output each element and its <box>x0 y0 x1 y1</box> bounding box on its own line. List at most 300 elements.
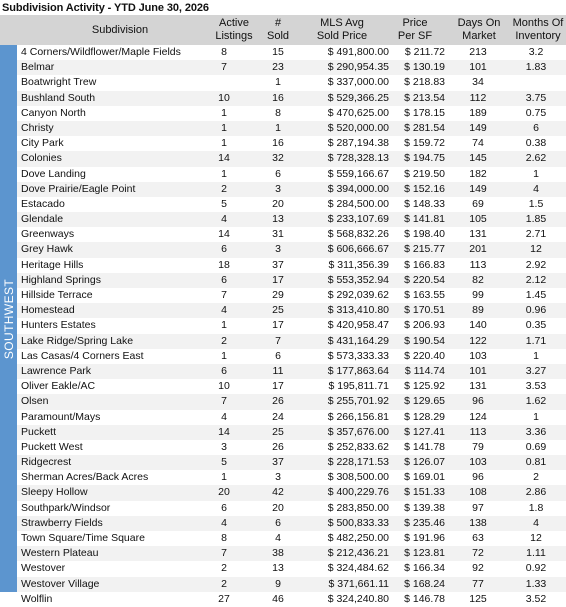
days-on-market-cell: 103 <box>469 349 487 362</box>
months-inventory-cell: 1.83 <box>525 61 547 74</box>
active-listings-cell: 1 <box>221 106 227 119</box>
price-per-sf-cell: $ 128.29 <box>404 410 445 423</box>
price-per-sf-cell: $ 141.81 <box>404 213 445 226</box>
months-inventory-cell: 0.69 <box>525 440 547 453</box>
price-per-sf-cell: $ 146.78 <box>404 592 445 605</box>
subdivision-cell: Las Casas/4 Corners East <box>21 349 144 362</box>
sold-count-cell: 31 <box>272 228 284 241</box>
active-listings-cell: 2 <box>221 562 227 575</box>
subdivision-cell: Olsen <box>21 395 49 408</box>
months-inventory-cell: 2.92 <box>525 258 547 271</box>
avg-sold-price-cell: $ 233,107.69 <box>327 213 389 226</box>
table-row <box>17 455 566 470</box>
sold-count-cell: 17 <box>272 380 284 393</box>
price-per-sf-cell: $ 219.50 <box>404 167 445 180</box>
price-per-sf-cell: $ 125.92 <box>404 380 445 393</box>
table-row <box>17 167 566 182</box>
days-on-market-cell: 149 <box>469 121 487 134</box>
avg-sold-price-cell: $ 284,500.00 <box>327 197 389 210</box>
months-inventory-cell: 2.71 <box>525 228 547 241</box>
months-inventory-cell: 1.5 <box>528 197 544 210</box>
price-per-sf-cell: $ 130.19 <box>404 61 445 74</box>
table-row <box>17 410 566 425</box>
header-active-listings: Active Listings <box>215 17 253 42</box>
price-per-sf-cell: $ 206.93 <box>404 319 445 332</box>
subdivision-cell: Grey Hawk <box>21 243 73 256</box>
subdivision-cell: Christy <box>21 121 54 134</box>
days-on-market-cell: 108 <box>469 486 487 499</box>
sold-count-cell: 24 <box>272 410 284 423</box>
table-row <box>17 288 566 303</box>
sold-count-cell: 29 <box>272 289 284 301</box>
price-per-sf-cell: $ 168.24 <box>404 577 445 590</box>
days-on-market-cell: 89 <box>472 304 484 317</box>
table-row <box>17 379 566 394</box>
active-listings-cell: 3 <box>221 440 227 453</box>
price-per-sf-cell: $ 114.74 <box>404 364 445 377</box>
sold-count-cell: 25 <box>272 425 284 438</box>
sold-count-cell: 3 <box>275 243 281 256</box>
days-on-market-cell: 101 <box>469 364 487 377</box>
sold-count-cell: 16 <box>272 91 284 104</box>
subdivision-cell: Dove Landing <box>21 167 86 180</box>
days-on-market-cell: 96 <box>472 395 484 408</box>
active-listings-cell: 27 <box>218 592 230 605</box>
table-row <box>17 592 566 607</box>
subdivision-cell: Boatwright Trew <box>21 76 97 89</box>
avg-sold-price-cell: $ 553,352.94 <box>327 273 389 286</box>
sold-count-cell: 17 <box>272 273 284 286</box>
sold-count-cell: 16 <box>272 137 284 150</box>
sold-count-cell: 32 <box>272 152 284 165</box>
active-listings-cell: 1 <box>221 167 227 180</box>
months-inventory-cell: 1.33 <box>525 577 547 590</box>
table-row <box>17 561 566 576</box>
active-listings-cell: 8 <box>221 46 227 58</box>
active-listings-cell: 2 <box>221 577 227 590</box>
table-header <box>0 15 566 45</box>
table-row <box>17 121 566 136</box>
subdivision-cell: Highland Springs <box>21 273 101 286</box>
avg-sold-price-cell: $ 529,366.25 <box>327 91 389 104</box>
table-row <box>17 151 566 166</box>
days-on-market-cell: 201 <box>469 243 487 256</box>
active-listings-cell: 6 <box>221 364 227 377</box>
price-per-sf-cell: $ 152.16 <box>404 182 445 195</box>
avg-sold-price-cell: $ 287,194.38 <box>327 137 389 150</box>
days-on-market-cell: 63 <box>472 532 484 544</box>
header-sold: # Sold <box>266 17 290 42</box>
active-listings-cell: 1 <box>221 137 227 150</box>
active-listings-cell: 1 <box>221 121 227 134</box>
active-listings-cell: 2 <box>221 334 227 347</box>
months-inventory-cell: 4 <box>533 516 539 529</box>
avg-sold-price-cell: $ 324,240.80 <box>327 592 389 605</box>
table-row <box>17 364 566 379</box>
active-listings-cell: 7 <box>221 61 227 74</box>
months-inventory-cell: 0.38 <box>525 137 547 150</box>
subdivision-cell: Puckett <box>21 425 57 438</box>
sold-count-cell: 4 <box>275 532 281 544</box>
days-on-market-cell: 182 <box>469 167 487 180</box>
active-listings-cell: 1 <box>221 471 227 484</box>
avg-sold-price-cell: $ 606,666.67 <box>327 243 389 256</box>
table-row <box>17 91 566 106</box>
months-inventory-cell: 1.62 <box>525 395 547 408</box>
price-per-sf-cell: $ 129.65 <box>404 395 445 408</box>
sold-count-cell: 11 <box>272 364 284 377</box>
months-inventory-cell: 2.12 <box>525 273 547 286</box>
subdivision-cell: Wolflin <box>21 592 53 605</box>
price-per-sf-cell: $ 148.33 <box>404 197 445 210</box>
subdivision-cell: Southpark/Windsor <box>21 501 111 514</box>
price-per-sf-cell: $ 126.07 <box>404 456 445 469</box>
avg-sold-price-cell: $ 491,800.00 <box>327 46 389 58</box>
table-body <box>17 45 566 607</box>
active-listings-cell: 10 <box>218 91 230 104</box>
months-inventory-cell: 3.52 <box>525 592 547 605</box>
table-row <box>17 425 566 440</box>
price-per-sf-cell: $ 163.55 <box>404 289 445 301</box>
days-on-market-cell: 105 <box>469 213 487 226</box>
price-per-sf-cell: $ 211.72 <box>404 46 445 58</box>
sold-count-cell: 37 <box>272 456 284 469</box>
subdivision-cell: Homestead <box>21 304 75 317</box>
subdivision-cell: Glendale <box>21 213 64 226</box>
table-row <box>17 501 566 516</box>
days-on-market-cell: 82 <box>472 273 484 286</box>
avg-sold-price-cell: $ 308,500.00 <box>327 471 389 484</box>
subdivision-cell: Westover Village <box>21 577 100 590</box>
price-per-sf-cell: $ 220.54 <box>404 273 445 286</box>
header-months-of-inventory: Months Of Inventory <box>512 17 564 42</box>
price-per-sf-cell: $ 215.77 <box>404 243 445 256</box>
subdivision-cell: Canyon North <box>21 106 86 119</box>
months-inventory-cell: 1.11 <box>526 547 546 560</box>
avg-sold-price-cell: $ 255,701.92 <box>327 395 389 408</box>
days-on-market-cell: 213 <box>469 46 487 58</box>
header-subdivision: Subdivision <box>91 23 149 36</box>
avg-sold-price-cell: $ 520,000.00 <box>327 121 389 134</box>
region-label: SOUTHWEST <box>1 278 16 359</box>
avg-sold-price-cell: $ 357,676.00 <box>327 425 389 438</box>
months-inventory-cell: 2.86 <box>525 486 547 499</box>
avg-sold-price-cell: $ 500,833.33 <box>327 516 389 529</box>
avg-sold-price-cell: $ 470,625.00 <box>327 106 389 119</box>
header-price-per-sf: Price Per SF <box>397 17 433 42</box>
table-row <box>17 212 566 227</box>
subdivision-cell: Westover <box>21 562 66 575</box>
active-listings-cell: 6 <box>221 243 227 256</box>
active-listings-cell: 6 <box>221 501 227 514</box>
sold-count-cell: 13 <box>272 213 284 226</box>
active-listings-cell: 1 <box>221 349 227 362</box>
avg-sold-price-cell: $ 568,832.26 <box>327 228 389 241</box>
active-listings-cell: 20 <box>218 486 230 499</box>
active-listings-cell: 6 <box>221 273 227 286</box>
table-row <box>17 136 566 151</box>
price-per-sf-cell: $ 220.40 <box>404 349 445 362</box>
table-row <box>17 258 566 273</box>
avg-sold-price-cell: $ 482,250.00 <box>327 532 389 544</box>
months-inventory-cell: 3.27 <box>525 364 547 377</box>
table-row <box>17 227 566 242</box>
sold-count-cell: 6 <box>275 516 281 529</box>
table-row <box>17 394 566 409</box>
sold-count-cell: 38 <box>272 547 284 560</box>
avg-sold-price-cell: $ 292,039.62 <box>327 289 389 301</box>
months-inventory-cell: 3.75 <box>525 91 547 104</box>
active-listings-cell: 4 <box>221 213 227 226</box>
sold-count-cell: 6 <box>275 167 281 180</box>
avg-sold-price-cell: $ 431,164.29 <box>327 334 389 347</box>
table-row <box>17 470 566 485</box>
days-on-market-cell: 140 <box>469 319 487 332</box>
months-inventory-cell: 1 <box>533 349 539 362</box>
days-on-market-cell: 112 <box>469 91 487 104</box>
sold-count-cell: 3 <box>275 471 281 484</box>
active-listings-cell: 18 <box>218 258 230 271</box>
sold-count-cell: 13 <box>272 562 284 575</box>
days-on-market-cell: 113 <box>469 258 487 271</box>
avg-sold-price-cell: $ 290,954.35 <box>327 61 389 74</box>
active-listings-cell: 4 <box>221 516 227 529</box>
sold-count-cell: 23 <box>272 61 284 74</box>
price-per-sf-cell: $ 194.75 <box>404 152 445 165</box>
table-row <box>17 485 566 500</box>
table-row <box>17 440 566 455</box>
sold-count-cell: 20 <box>272 501 284 514</box>
subdivision-cell: Belmar <box>21 61 55 74</box>
months-inventory-cell: 3.36 <box>525 425 547 438</box>
avg-sold-price-cell: $ 283,850.00 <box>327 501 389 514</box>
active-listings-cell: 7 <box>221 289 227 301</box>
table-row <box>17 75 566 90</box>
header-avg-sold-price: MLS Avg Sold Price <box>316 17 368 42</box>
avg-sold-price-cell: $ 728,328.13 <box>327 152 389 165</box>
sold-count-cell: 42 <box>272 486 284 499</box>
table-row <box>17 303 566 318</box>
active-listings-cell: 14 <box>218 228 230 241</box>
days-on-market-cell: 131 <box>469 380 487 393</box>
sold-count-cell: 15 <box>272 46 284 58</box>
price-per-sf-cell: $ 159.72 <box>404 137 445 150</box>
avg-sold-price-cell: $ 324,484.62 <box>327 562 389 575</box>
sold-count-cell: 46 <box>272 592 284 605</box>
days-on-market-cell: 145 <box>469 152 487 165</box>
price-per-sf-cell: $ 191.96 <box>404 532 445 544</box>
table-row <box>17 349 566 364</box>
subdivision-cell: Strawberry Fields <box>21 516 103 529</box>
avg-sold-price-cell: $ 228,171.53 <box>327 456 389 469</box>
subdivision-cell: 4 Corners/Wildflower/Maple Fields <box>21 46 181 58</box>
months-inventory-cell: 0.81 <box>525 456 547 469</box>
subdivision-cell: Hunters Estates <box>21 319 96 332</box>
days-on-market-cell: 77 <box>472 577 484 590</box>
days-on-market-cell: 122 <box>469 334 487 347</box>
days-on-market-cell: 103 <box>469 456 487 469</box>
months-inventory-cell: 0.92 <box>525 562 547 575</box>
active-listings-cell: 5 <box>221 456 227 469</box>
subdivision-cell: Puckett West <box>21 440 83 453</box>
subdivision-cell: Town Square/Time Square <box>21 532 145 544</box>
days-on-market-cell: 92 <box>472 562 484 575</box>
months-inventory-cell: 2.62 <box>525 152 547 165</box>
months-inventory-cell: 1 <box>533 410 539 423</box>
sold-count-cell: 26 <box>272 395 284 408</box>
active-listings-cell: 14 <box>218 152 230 165</box>
subdivision-cell: Estacado <box>21 197 65 210</box>
region-band <box>0 45 17 592</box>
avg-sold-price-cell: $ 371,661.11 <box>328 577 389 590</box>
active-listings-cell: 4 <box>221 304 227 317</box>
months-inventory-cell: 1.71 <box>525 334 547 347</box>
days-on-market-cell: 97 <box>472 501 484 514</box>
table-row <box>17 242 566 257</box>
table-row <box>17 273 566 288</box>
active-listings-cell: 7 <box>221 395 227 408</box>
table-row <box>17 577 566 592</box>
days-on-market-cell: 96 <box>472 471 484 484</box>
months-inventory-cell: 12 <box>530 243 542 256</box>
sold-count-cell: 37 <box>272 258 284 271</box>
table-row <box>17 45 566 60</box>
active-listings-cell: 10 <box>218 380 230 393</box>
months-inventory-cell: 4 <box>533 182 539 195</box>
active-listings-cell: 2 <box>221 182 227 195</box>
table-row <box>17 106 566 121</box>
price-per-sf-cell: $ 190.54 <box>404 334 445 347</box>
months-inventory-cell: 12 <box>530 532 542 544</box>
days-on-market-cell: 79 <box>472 440 484 453</box>
avg-sold-price-cell: $ 195,811.71 <box>328 380 389 393</box>
avg-sold-price-cell: $ 559,166.67 <box>327 167 389 180</box>
avg-sold-price-cell: $ 311,356.39 <box>328 258 389 271</box>
price-per-sf-cell: $ 198.40 <box>404 228 445 241</box>
days-on-market-cell: 101 <box>469 61 487 74</box>
subdivision-cell: Dove Prairie/Eagle Point <box>21 182 136 195</box>
subdivision-cell: Sleepy Hollow <box>21 486 88 499</box>
days-on-market-cell: 131 <box>469 228 487 241</box>
subdivision-cell: Bushland South <box>21 91 96 104</box>
months-inventory-cell: 3.53 <box>525 380 547 393</box>
price-per-sf-cell: $ 166.34 <box>404 562 445 575</box>
avg-sold-price-cell: $ 252,833.62 <box>327 440 389 453</box>
subdivision-cell: Paramount/Mays <box>21 410 101 423</box>
subdivision-cell: Colonies <box>21 152 62 165</box>
price-per-sf-cell: $ 139.38 <box>404 501 445 514</box>
days-on-market-cell: 125 <box>469 592 487 605</box>
price-per-sf-cell: $ 127.41 <box>404 425 445 438</box>
days-on-market-cell: 99 <box>472 289 484 301</box>
sold-count-cell: 7 <box>275 334 281 347</box>
sold-count-cell: 26 <box>272 440 284 453</box>
subdivision-cell: Heritage Hills <box>21 258 84 271</box>
days-on-market-cell: 189 <box>469 106 487 119</box>
price-per-sf-cell: $ 281.54 <box>404 121 445 134</box>
subdivision-cell: Ridgecrest <box>21 456 72 469</box>
sold-count-cell: 1 <box>275 121 281 134</box>
avg-sold-price-cell: $ 313,410.80 <box>327 304 389 317</box>
avg-sold-price-cell: $ 212,436.21 <box>327 547 389 560</box>
price-per-sf-cell: $ 151.33 <box>404 486 445 499</box>
months-inventory-cell: 0.35 <box>525 319 547 332</box>
subdivision-cell: Hillside Terrace <box>21 289 93 301</box>
table-row <box>17 197 566 212</box>
avg-sold-price-cell: $ 573,333.33 <box>327 349 389 362</box>
subdivision-cell: Greenways <box>21 228 75 241</box>
subdivision-cell: Sherman Acres/Back Acres <box>21 471 149 484</box>
days-on-market-cell: 124 <box>469 410 487 423</box>
sold-count-cell: 25 <box>272 304 284 317</box>
report-title: Subdivision Activity - YTD June 30, 2026 <box>2 2 209 14</box>
active-listings-cell: 14 <box>218 425 230 438</box>
price-per-sf-cell: $ 141.78 <box>404 440 445 453</box>
table-row <box>17 318 566 333</box>
sold-count-cell: 17 <box>272 319 284 332</box>
months-inventory-cell: 0.96 <box>525 304 547 317</box>
avg-sold-price-cell: $ 266,156.81 <box>327 410 389 423</box>
sold-count-cell: 20 <box>272 197 284 210</box>
price-per-sf-cell: $ 169.01 <box>404 471 445 484</box>
months-inventory-cell: 1.45 <box>525 289 547 301</box>
price-per-sf-cell: $ 218.83 <box>404 76 445 89</box>
subdivision-cell: Lake Ridge/Spring Lake <box>21 334 134 347</box>
price-per-sf-cell: $ 178.15 <box>404 106 445 119</box>
months-inventory-cell: 6 <box>533 121 539 134</box>
subdivision-cell: Lawrence Park <box>21 364 92 377</box>
table-row <box>17 516 566 531</box>
months-inventory-cell: 1.8 <box>528 501 544 514</box>
table-row <box>17 334 566 349</box>
days-on-market-cell: 69 <box>472 197 484 210</box>
table-row <box>17 531 566 546</box>
active-listings-cell: 7 <box>221 547 227 560</box>
days-on-market-cell: 149 <box>469 182 487 195</box>
avg-sold-price-cell: $ 337,000.00 <box>327 76 389 89</box>
subdivision-cell: City Park <box>21 137 64 150</box>
table-row <box>17 60 566 75</box>
sold-count-cell: 6 <box>275 349 281 362</box>
sold-count-cell: 9 <box>275 577 281 590</box>
subdivision-cell: Western Plateau <box>21 547 99 560</box>
sold-count-cell: 8 <box>275 106 281 119</box>
price-per-sf-cell: $ 166.83 <box>404 258 445 271</box>
active-listings-cell: 8 <box>221 532 227 544</box>
price-per-sf-cell: $ 123.81 <box>404 547 445 560</box>
avg-sold-price-cell: $ 394,000.00 <box>327 182 389 195</box>
days-on-market-cell: 138 <box>469 516 487 529</box>
sold-count-cell: 1 <box>275 76 281 89</box>
subdivision-cell: Oliver Eakle/AC <box>21 380 96 393</box>
avg-sold-price-cell: $ 420,958.47 <box>327 319 389 332</box>
days-on-market-cell: 113 <box>469 425 487 438</box>
table-row <box>17 182 566 197</box>
months-inventory-cell: 2 <box>533 471 539 484</box>
months-inventory-cell: 1 <box>533 167 539 180</box>
active-listings-cell: 4 <box>221 410 227 423</box>
months-inventory-cell: 1.85 <box>525 213 547 226</box>
header-days-on-market: Days On Market <box>457 17 501 42</box>
days-on-market-cell: 72 <box>472 547 484 560</box>
days-on-market-cell: 74 <box>472 137 484 150</box>
months-inventory-cell: 0.75 <box>525 106 547 119</box>
active-listings-cell: 5 <box>221 197 227 210</box>
active-listings-cell: 1 <box>221 319 227 332</box>
price-per-sf-cell: $ 170.51 <box>404 304 445 317</box>
price-per-sf-cell: $ 213.54 <box>404 91 445 104</box>
sold-count-cell: 3 <box>275 182 281 195</box>
